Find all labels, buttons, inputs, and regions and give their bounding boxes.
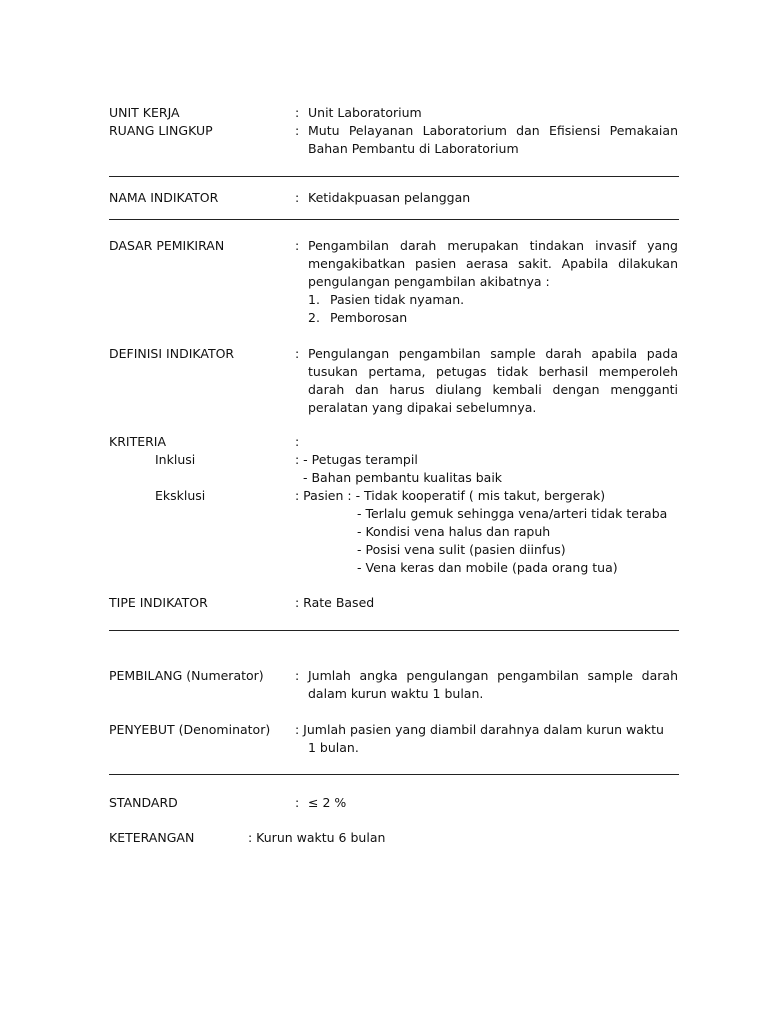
- list-number: 1.: [308, 292, 320, 307]
- colon: :: [295, 238, 300, 253]
- divider: [109, 774, 679, 775]
- list-number: 2.: [308, 310, 320, 325]
- label-pembilang: PEMBILANG (Numerator): [109, 668, 264, 683]
- row-kriteria: [109, 433, 679, 583]
- inklusi-line-2: - Bahan pembantu kualitas baik: [303, 470, 503, 485]
- label-keterangan: KETERANGAN: [109, 830, 195, 845]
- value-nama-indikator: Ketidakpuasan pelanggan: [308, 190, 471, 205]
- divider: [109, 630, 679, 631]
- label-ruang-lingkup: RUANG LINGKUP: [109, 123, 213, 138]
- colon: :: [295, 123, 300, 138]
- value-tipe-indikator: : Rate Based: [295, 595, 375, 610]
- list-item: [308, 309, 678, 327]
- label-kriteria: KRITERIA: [109, 434, 167, 449]
- value-penyebut-line-1: : Jumlah pasien yang diambil darahnya dalam kurun waktu: [295, 722, 664, 737]
- colon: :: [295, 190, 300, 205]
- value-penyebut-line-2: 1 bulan.: [308, 740, 359, 755]
- label-tipe-indikator: TIPE INDIKATOR: [109, 595, 208, 610]
- value-ruang-lingkup: Mutu Pelayanan Laboratorium dan Efisiensi Pemakaian Bahan Pembantu di Laboratorium: [308, 123, 678, 156]
- eksklusi-item: - Vena keras dan mobile (pada orang tua): [357, 560, 618, 575]
- eksklusi-item: - Posisi vena sulit (pasien diinfus): [357, 542, 566, 557]
- label-definisi-indikator: DEFINISI INDIKATOR: [109, 346, 235, 361]
- eksklusi-item: - Kondisi vena halus dan rapuh: [357, 524, 551, 539]
- value-definisi-indikator: Pengulangan pengambilan sample darah apabila pada tusukan pertama, petugas tidak berhasil memperoleh darah dan harus diulang kembali dengan mengganti peralatan yang dipakai sebelumnya.: [308, 346, 678, 415]
- colon: :: [295, 795, 300, 810]
- list-text: Pasien tidak nyaman.: [330, 292, 465, 307]
- list-item: [308, 291, 678, 309]
- value-unit-kerja: Unit Laboratorium: [308, 105, 422, 120]
- eksklusi-item: - Terlalu gemuk sehingga vena/arteri tidak teraba: [357, 506, 668, 521]
- label-standard: STANDARD: [109, 795, 178, 810]
- eksklusi-line-1: : Pasien : - Tidak kooperatif ( mis takut, bergerak): [295, 488, 606, 503]
- value-standard: ≤ 2 %: [308, 795, 347, 810]
- colon: :: [295, 346, 300, 361]
- list-text: Pemborosan: [330, 310, 408, 325]
- dasar-pemikiran-list: [308, 291, 678, 327]
- dasar-pemikiran-text: Pengambilan darah merupakan tindakan invasif yang mengakibatkan pasien aerasa sakit. Apabila dilakukan pengulangan pengambilan akibatnya :: [308, 238, 678, 289]
- label-nama-indikator: NAMA INDIKATOR: [109, 190, 219, 205]
- inklusi-line-1: : - Petugas terampil: [295, 452, 418, 467]
- colon: :: [295, 105, 300, 120]
- value-pembilang: Jumlah angka pengulangan pengambilan sample darah dalam kurun waktu 1 bulan.: [308, 668, 678, 701]
- value-dasar-pemikiran: [308, 237, 678, 327]
- label-dasar-pemikiran: DASAR PEMIKIRAN: [109, 238, 225, 253]
- label-unit-kerja: UNIT KERJA: [109, 105, 180, 120]
- label-penyebut: PENYEBUT (Denominator): [109, 722, 271, 737]
- row-penyebut: [109, 721, 679, 761]
- colon: :: [295, 434, 300, 449]
- label-inklusi: Inklusi: [155, 452, 196, 467]
- divider: [109, 176, 679, 177]
- divider: [109, 219, 679, 220]
- value-keterangan: : Kurun waktu 6 bulan: [248, 830, 386, 845]
- label-eksklusi: Eksklusi: [155, 488, 206, 503]
- colon: :: [295, 668, 300, 683]
